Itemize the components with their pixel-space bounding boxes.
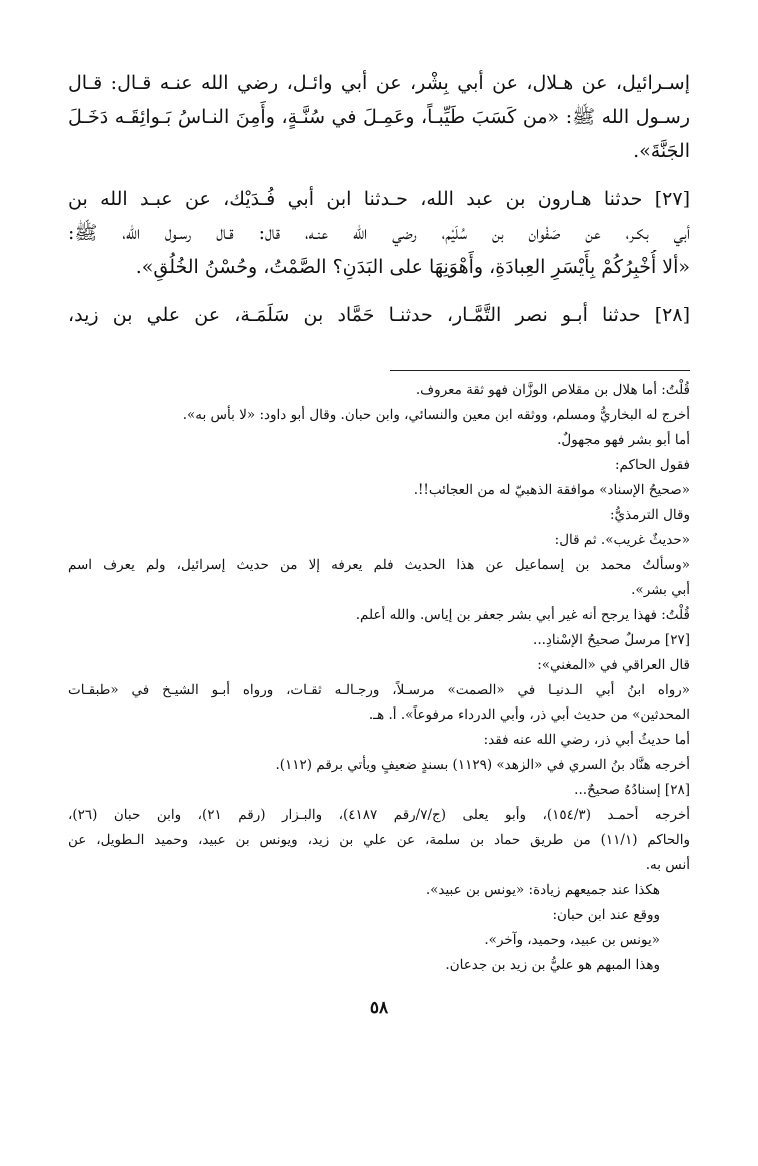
- footnote-line: قُلْتُ: فهذا يرجح أنه غير أبي بشر جعفر بن إياس. والله أعلم.: [355, 607, 690, 623]
- footnote-line: أما أبو بشر فهو مجهولٌ.: [557, 432, 690, 448]
- footnote-line: قال العراقي في «المغني»:: [537, 657, 690, 673]
- footnote-line: [٢٨] إسنادُهُ صحيحٌ...: [574, 782, 690, 798]
- main-text-line: أبي بكـر، عن صَفْوان بن سُلَيْم، رضي الله عنـه، قال: قـال رسـول الله، ﷺ:: [68, 222, 690, 244]
- footnote-line: فقول الحاكم:: [614, 457, 690, 473]
- footnote-line: وهذا المبهم هو عليُّ بن زيد بن جدعان.: [445, 957, 660, 973]
- footnote-line: أخرجه أحمـد (١٥٤/٣)، وأبو يعلى (ج/٧/رقم ٤١٨٧)، والبـزار (رقم ٢١)، وابن حبان (٢٦)،: [68, 807, 690, 823]
- paragraph-gap: [68, 284, 690, 298]
- footnote-separator: [390, 370, 690, 371]
- footnote-line: أخرج له البخاريُّ ومسلم، ووثقه ابن معين والنسائي، وابن حبان. وقال أبو داود: «لا بأس به».: [182, 407, 690, 423]
- footnotes: [68, 378, 690, 978]
- footnote-line: أبي بشر».: [631, 582, 690, 598]
- footnote-line: ووقع عند ابن حبان:: [552, 907, 660, 923]
- footnote-line: [٢٧] مرسلٌ صحيحُ الإسْنادِ...: [533, 632, 690, 648]
- main-text-line: «ألا أُخْبِرُكُمْ بِأَيْسَرِ العِبادَةِ، وأَهْوَنِهَا على البَدَنِ؟ الصَّمْتُ، وحُسْنُ الخُلُقِ».: [135, 256, 690, 278]
- footnote-line: أما حديثُ أبي ذر، رضي الله عنه فقد:: [483, 732, 690, 748]
- footnote-line: أنس به.: [645, 857, 690, 873]
- main-text-line: [٢٨] حدثنا أبـو نصر التَّمَّـار، حدثنـا حَمَّاد بن سَلَمَـة، عن علي بن زيد،: [68, 304, 690, 326]
- footnote-line: «حديثٌ غريب». ثم قال:: [554, 532, 690, 548]
- main-text-line: [٢٧] حدثنا هـارون بن عبد الله، حـدثنا ابن أبي فُـدَيْك، عن عبـد الله بن: [68, 188, 690, 210]
- footnote-line: وقال الترمذيُّ:: [609, 507, 690, 523]
- paragraph-gap: [68, 168, 690, 182]
- main-text-line: رسـول الله ﷺ: «من كَسَبَ طَيِّبـاً، وعَمِـلَ في سُنَّـةٍ، وأَمِنَ النـاسُ بَـوائِقَـه دَخَـلَ: [68, 106, 690, 128]
- footnote-line: «صحيحُ الإسناد» موافقة الذهبيّ له من العجائب!!.: [413, 482, 690, 498]
- footnote-line: أخرجه هنَّاد بنُ السري في «الزهد» (١١٢٩) بسندٍ ضعيفٍ ويأتي برقم (١١٢).: [275, 757, 690, 773]
- footnote-line: «يونس بن عبيد، وحميد، وآخر».: [484, 932, 660, 948]
- main-text-line: الجَنَّةَ».: [633, 140, 690, 162]
- page-number: ٥٨: [369, 998, 389, 1018]
- footnote-line: والحاكم (١١/١) من طريق حماد بن سلمة، عن علي بن زيد، ويونس بن عبيد، وحميد الـطويل، عن: [68, 832, 690, 848]
- footnote-line: المحدثين» من حديث أبي ذر، وأبي الدرداء مرفوعاً». أ. هـ.: [368, 707, 690, 723]
- footnote-line: «رواه ابنُ أبي الـدنيـا في «الصمت» مرسـلاً، ورجـالـه ثقـات، ورواه أبـو الشيـخ في «طبقـات: [68, 682, 690, 698]
- footnote-line: «وسألتُ محمد بن إسماعيل عن هذا الحديث فلم يعرفه إلا من حديث إسرائيل، ولم يعرف اسم: [68, 557, 690, 573]
- footnote-line: قُلْتُ: أما هلال بن مقلاص الوزَّان فهو ثقة معروف.: [415, 382, 690, 398]
- main-text: [68, 66, 690, 332]
- footnote-line: هكذا عند جميعهم زيادة: «يونس بن عبيد».: [425, 882, 660, 898]
- main-text-line: إسـرائيل، عن هـلال، عن أبي بِشْر، عن أبي وائـل، رضي الله عنـه قـال: قـال: [68, 72, 690, 94]
